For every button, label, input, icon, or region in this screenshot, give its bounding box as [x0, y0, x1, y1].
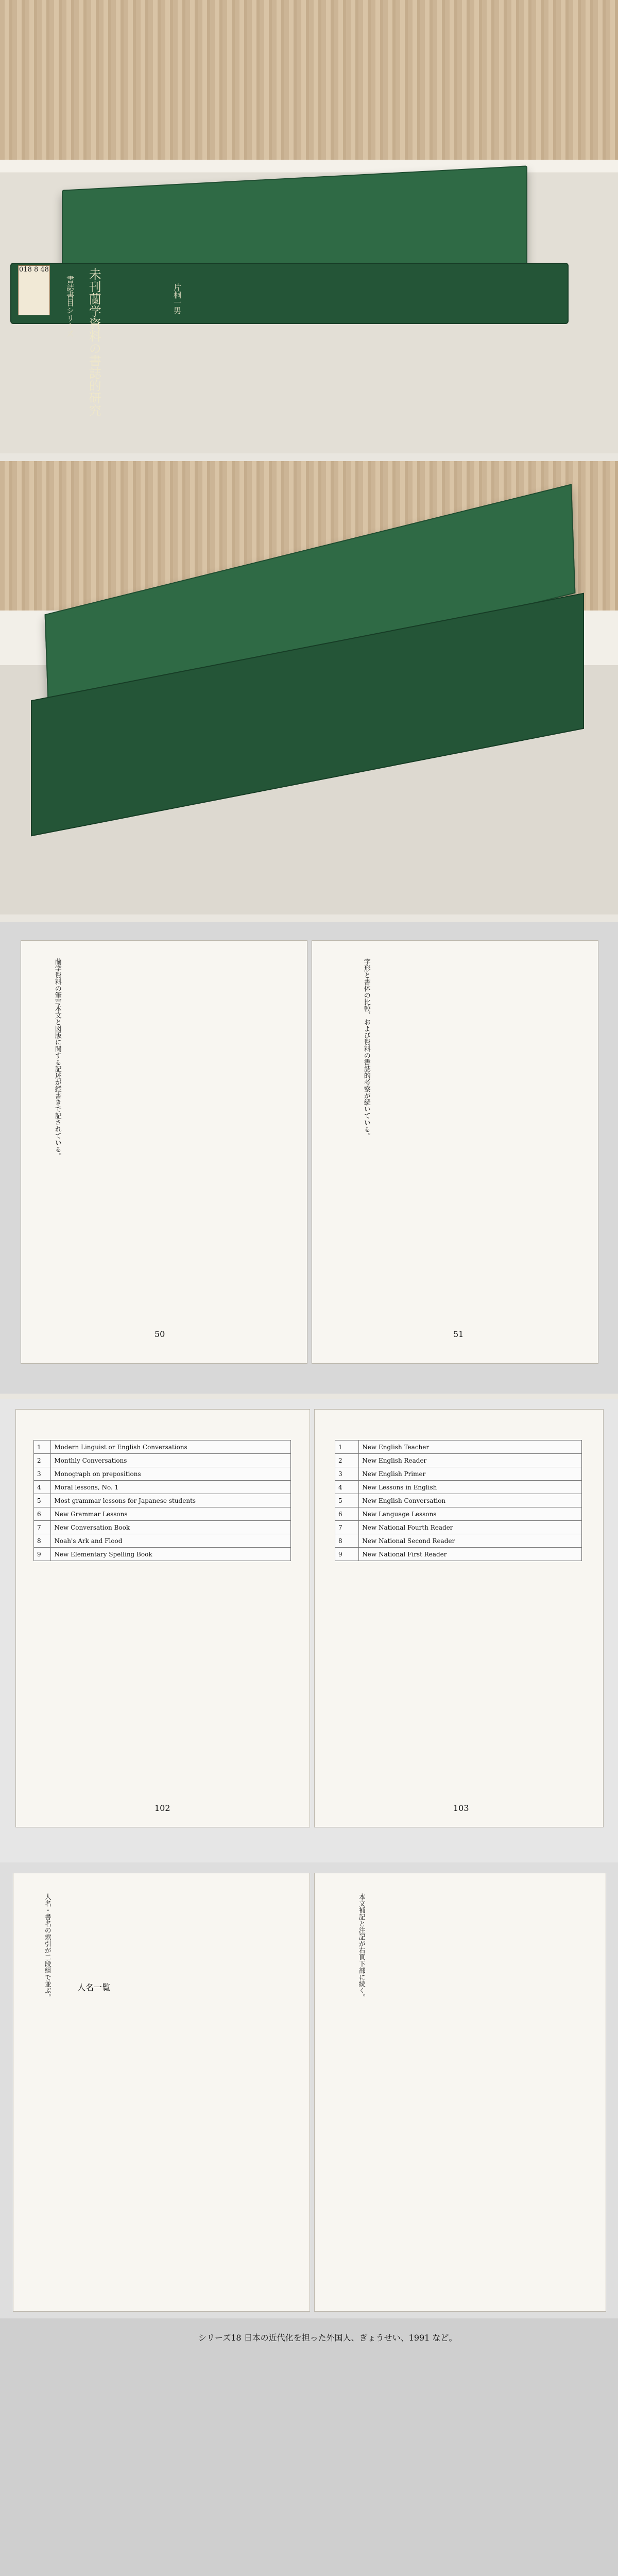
- row-index: 7: [34, 1521, 51, 1534]
- row-index: 9: [335, 1548, 359, 1561]
- spine-series: 書誌書目シリーズ: [65, 276, 75, 337]
- right-page-number: 51: [453, 1329, 464, 1339]
- spine-title: 未刊蘭学資料の書誌的研究: [87, 268, 101, 416]
- table-pages-photo: [0, 1399, 618, 1862]
- row-index: 5: [335, 1494, 359, 1507]
- row-index: 9: [34, 1548, 51, 1561]
- row-title: New National Fourth Reader: [359, 1521, 582, 1534]
- row-title: Noah's Ark and Flood: [51, 1534, 291, 1548]
- table-row: [34, 1454, 291, 1467]
- row-title: Most grammar lessons for Japanese students: [51, 1494, 291, 1507]
- table-row: [34, 1534, 291, 1548]
- row-title: New Language Lessons: [359, 1507, 582, 1521]
- row-title: New English Conversation: [359, 1494, 582, 1507]
- row-index: 3: [34, 1467, 51, 1481]
- row-index: 1: [335, 1440, 359, 1454]
- table-row: [335, 1534, 582, 1548]
- right-index-text: 本文補記と注記が右頁下部に続く。: [357, 1893, 365, 2001]
- index-pages-photo: [0, 1862, 618, 2324]
- row-title: New National Second Reader: [359, 1534, 582, 1548]
- row-index: 7: [335, 1521, 359, 1534]
- left-page-number: 50: [154, 1329, 165, 1339]
- right-page-text: 字形と書体の比較、および資料の書誌的考察が続いている。: [362, 958, 370, 1139]
- table-row: [335, 1548, 582, 1561]
- row-index: 2: [335, 1454, 359, 1467]
- table-row: [34, 1521, 291, 1534]
- table-row: [34, 1548, 291, 1561]
- wood-wall: [0, 0, 618, 160]
- open-book-photo: [0, 922, 618, 1394]
- row-index: 4: [34, 1481, 51, 1494]
- index-heading: 人名一覧: [77, 1982, 111, 1992]
- book-angle-photo: [0, 461, 618, 914]
- table-row: [34, 1481, 291, 1494]
- table-row: [335, 1440, 582, 1454]
- top-note: シリーズ18 日本の近代化を担った外国人、ぎょうせい、1991 など。: [198, 2333, 457, 2343]
- row-index: 3: [335, 1467, 359, 1481]
- table-row: [34, 1507, 291, 1521]
- index-list-text: 人名・書名の索引が二段組で並ぶ。: [43, 1893, 51, 2001]
- row-index: 6: [335, 1507, 359, 1521]
- row-title: Monthly Conversations: [51, 1454, 291, 1467]
- left-index-page: [13, 1873, 310, 2312]
- row-title: New English Teacher: [359, 1440, 582, 1454]
- row-title: Modern Linguist or English Conversations: [51, 1440, 291, 1454]
- table-row: [335, 1507, 582, 1521]
- row-title: New Lessons in English: [359, 1481, 582, 1494]
- colophon-photo: [0, 2318, 618, 2576]
- table-row: [34, 1494, 291, 1507]
- row-index: 5: [34, 1494, 51, 1507]
- row-title: Monograph on prepositions: [51, 1467, 291, 1481]
- table-row: [34, 1467, 291, 1481]
- library-label: 018 8 48: [18, 265, 50, 315]
- table-row: [335, 1481, 582, 1494]
- row-index: 6: [34, 1507, 51, 1521]
- row-title: New English Primer: [359, 1467, 582, 1481]
- table-row: [335, 1454, 582, 1467]
- row-title: Moral lessons, No. 1: [51, 1481, 291, 1494]
- row-title: New English Reader: [359, 1454, 582, 1467]
- right-table-page-number: 103: [453, 1803, 469, 1813]
- left-table: [33, 1440, 291, 1561]
- right-page: [312, 940, 598, 1364]
- row-index: 4: [335, 1481, 359, 1494]
- row-index: 2: [34, 1454, 51, 1467]
- left-page: [21, 940, 307, 1364]
- row-index: 8: [335, 1534, 359, 1548]
- left-table-page-number: 102: [154, 1803, 170, 1813]
- table-row: [335, 1521, 582, 1534]
- right-table: [335, 1440, 582, 1561]
- table-row: [34, 1440, 291, 1454]
- row-title: New National First Reader: [359, 1548, 582, 1561]
- row-title: New Grammar Lessons: [51, 1507, 291, 1521]
- table-row: [335, 1494, 582, 1507]
- row-title: New Conversation Book: [51, 1521, 291, 1534]
- spine-author: 片桐一男: [173, 283, 182, 314]
- left-page-text: 蘭学資料の筆写本文と図版に関する記述が縦書きで記されている。: [53, 958, 61, 1159]
- row-index: 8: [34, 1534, 51, 1548]
- table-row: [335, 1467, 582, 1481]
- row-title: New Elementary Spelling Book: [51, 1548, 291, 1561]
- row-index: 1: [34, 1440, 51, 1454]
- book-spine-photo: [0, 0, 618, 453]
